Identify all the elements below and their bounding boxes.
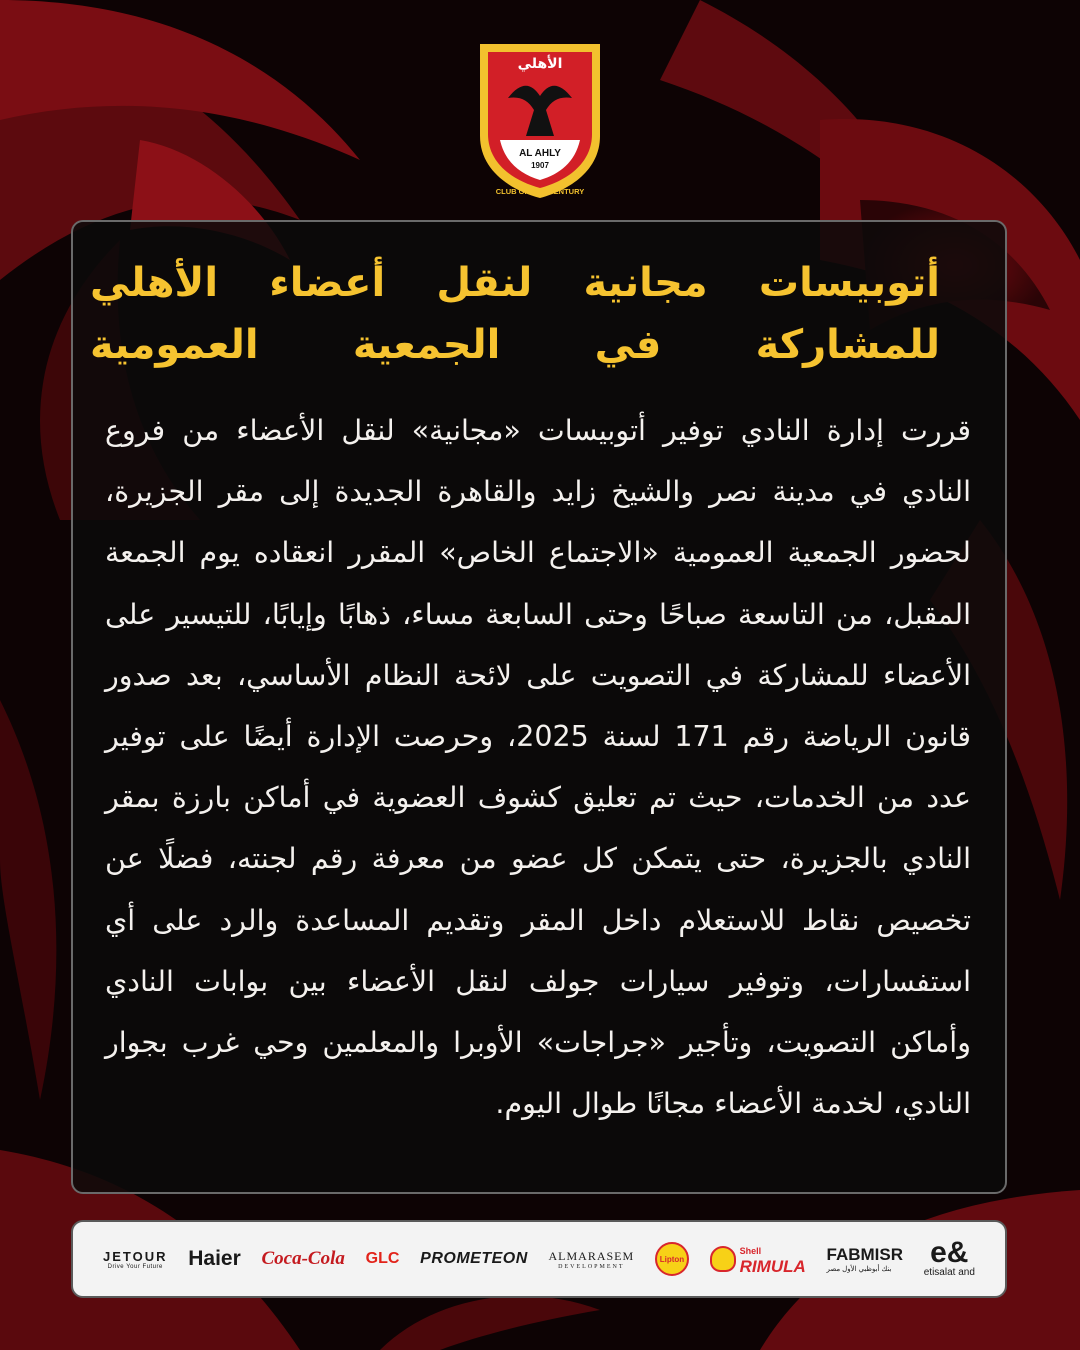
sponsor-etisalat-logo: e& xyxy=(930,1236,969,1269)
sponsor-fab-sub: بنك أبوظبي الأول مصر xyxy=(826,1266,892,1273)
news-body-text: قررت إدارة النادي توفير أتوبيسات «مجانية» لنقل الأعضاء من فروع النادي في مدينة نصر والشيخ زايد والقاهرة الجديدة إلى مقر الجزيرة، لحضور الجمعية العمومية «الاجتماع الخاص» المقرر انعقاده يوم الجمعة المقبل، من التاسعة صباحًا وحتى السابعة مساء، ذهابًا وإيابًا، للتيسير على الأعضاء للمشاركة في التصويت على لائحة النظام الأساسي، بعد صدور قانون الرياضة رقم 171 لسنة 2025، وحرصت الإدارة أيضًا على توفير عدد من الخدمات، حيث تم تعليق كشوف العضوية في أماكن بارزة بمقر النادي بالجزيرة، حتى يتمكن كل عضو من معرفة رقم لجنته، فضلًا عن تخصيص نقاط للاستعلام داخل المقر وتقديم المساعدة والرد على أي استفسارات، وتوفير سيارات جولف لنقل الأعضاء بين بوابات النادي وأماكن التصويت، وتأجير «جراجات» الأوبرا والمعلمين وحي غرب بجوار النادي، لخدمة الأعضاء مجانًا طوال اليوم. xyxy=(105,414,971,1121)
sponsor-almarasem-sub: DEVELOPMENT xyxy=(558,1263,625,1270)
sponsor-fab-misr xyxy=(827,1245,904,1273)
sponsors-bar xyxy=(71,1220,1007,1298)
sponsor-coca-cola: Coca-Cola xyxy=(261,1248,345,1269)
sponsor-jetour xyxy=(103,1249,168,1270)
sponsor-etisalat xyxy=(923,1236,975,1279)
sponsor-almarasem xyxy=(549,1249,635,1270)
news-headline xyxy=(90,252,940,376)
sponsor-fab-name: FABMISR xyxy=(826,1245,903,1264)
sponsor-prometeon: PROMETEON xyxy=(420,1250,528,1267)
crest-year: 1907 xyxy=(531,161,549,170)
sponsor-almarasem-name: ALMARASEM xyxy=(548,1248,635,1263)
headline-line-2: للمشاركة في الجمعية العمومية xyxy=(90,322,940,368)
shell-pecten-icon xyxy=(710,1246,736,1272)
crest-arabic-name: الأهلي xyxy=(517,56,563,72)
sponsor-jetour-name: JETOUR xyxy=(103,1248,168,1264)
sponsor-shell-name: Shell xyxy=(739,1246,762,1256)
al-ahly-crest-logo xyxy=(470,40,610,200)
sponsor-etisalat-sub: etisalat and xyxy=(923,1267,975,1278)
sponsor-shell-rimula xyxy=(710,1243,806,1275)
crest-motto: CLUB OF THE CENTURY xyxy=(495,187,585,196)
crest-english-name: AL AHLY xyxy=(519,148,561,159)
headline-line-1: أتوبيسات مجانية لنقل أعضاء الأهلي xyxy=(90,260,940,306)
sponsor-haier: Haier xyxy=(188,1247,241,1270)
sponsor-glc: GLC xyxy=(365,1250,400,1267)
sponsor-jetour-tagline: Drive Your Future xyxy=(107,1263,163,1270)
sponsor-lipton: Lipton xyxy=(655,1242,689,1276)
sponsor-rimula-name: RIMULA xyxy=(739,1257,806,1276)
